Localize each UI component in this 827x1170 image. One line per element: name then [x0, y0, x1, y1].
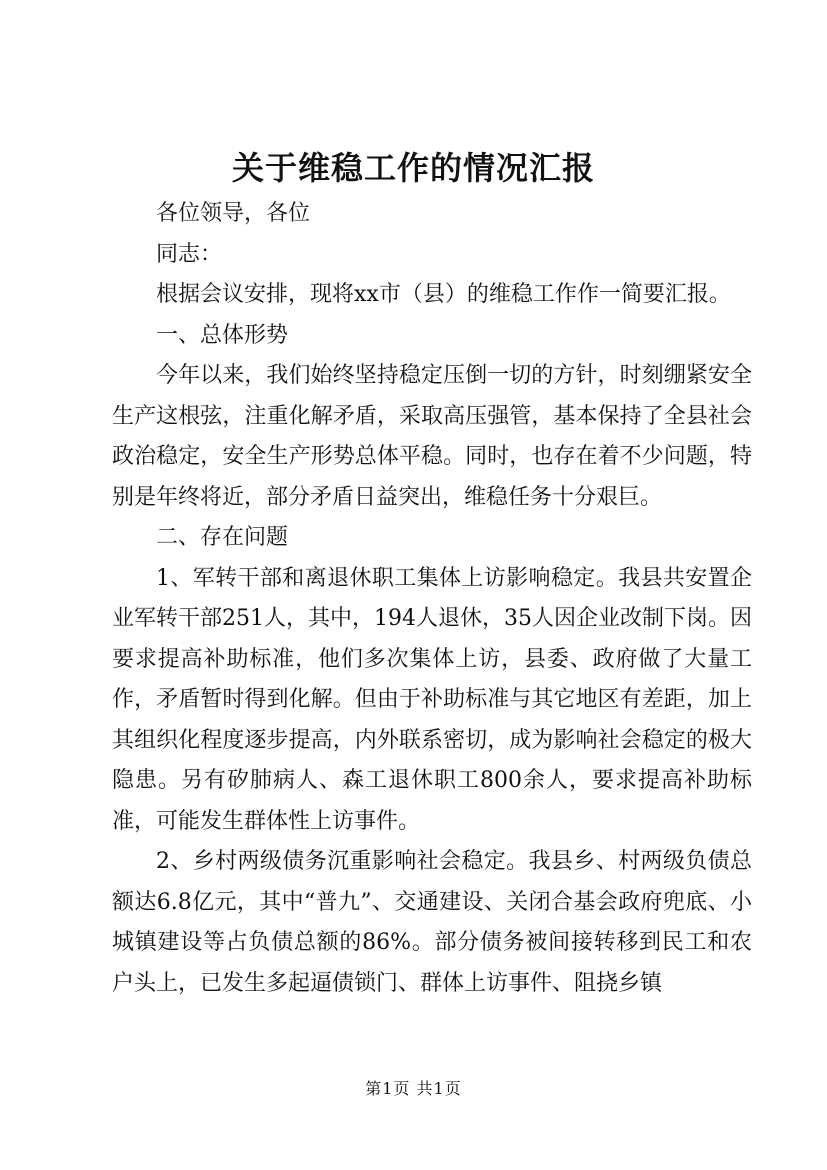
body-paragraph: 今年以来，我们始终坚持稳定压倒一切的方针，时刻绷紧安全生产这根弦，注重化解矛盾，采取高压强管，基本保持了全县社会政治稳定，安全生产形势总体平稳。同时，也存在着不少问题，特别是年终将近，部分矛盾日益突出，维稳任务十分艰巨。 [112, 363, 752, 510]
intro-paragraph: 根据会议安排，现将xx市（县）的维稳工作作一简要汇报。 [156, 282, 731, 307]
salutation-line-2: 同志： [156, 241, 223, 267]
section-heading-2: 二、存在问题 [156, 525, 289, 550]
page-footer: 第1页 共1页 [365, 1079, 462, 1098]
salutation-line-1: 各位领导，各位 [156, 201, 311, 226]
document-body [112, 194, 752, 1004]
section-heading-1: 一、总体形势 [156, 322, 289, 348]
body-paragraph: 2、乡村两级债务沉重影响社会稳定。我县乡、村两级负债总额达6.8亿元，其中“普九”、交通建设、关闭合基会政府兜底、小城镇建设等占负债总额的86%。部分债务被间接转移到民工和农户头上，已发生多起逼债锁门、群体上访事件、阻挠乡镇 [112, 849, 752, 996]
document-title: 关于维稳工作的情况汇报 [231, 149, 595, 187]
body-paragraph: 1、军转干部和离退休职工集体上访影响稳定。我县共安置企业军转干部251人，其中，194人退休，35人因企业改制下岗。因要求提高补助标准，他们多次集体上访，县委、政府做了大量工作，矛盾暂时得到化解。但由于补助标准与其它地区有差距，加上其组织化程度逐步提高，内外联系密切，成为影响社会稳定的极大隐患。另有矽肺病人、森工退休职工800余人，要求提高补助标准，可能发生群体性上访事件。 [112, 565, 752, 834]
